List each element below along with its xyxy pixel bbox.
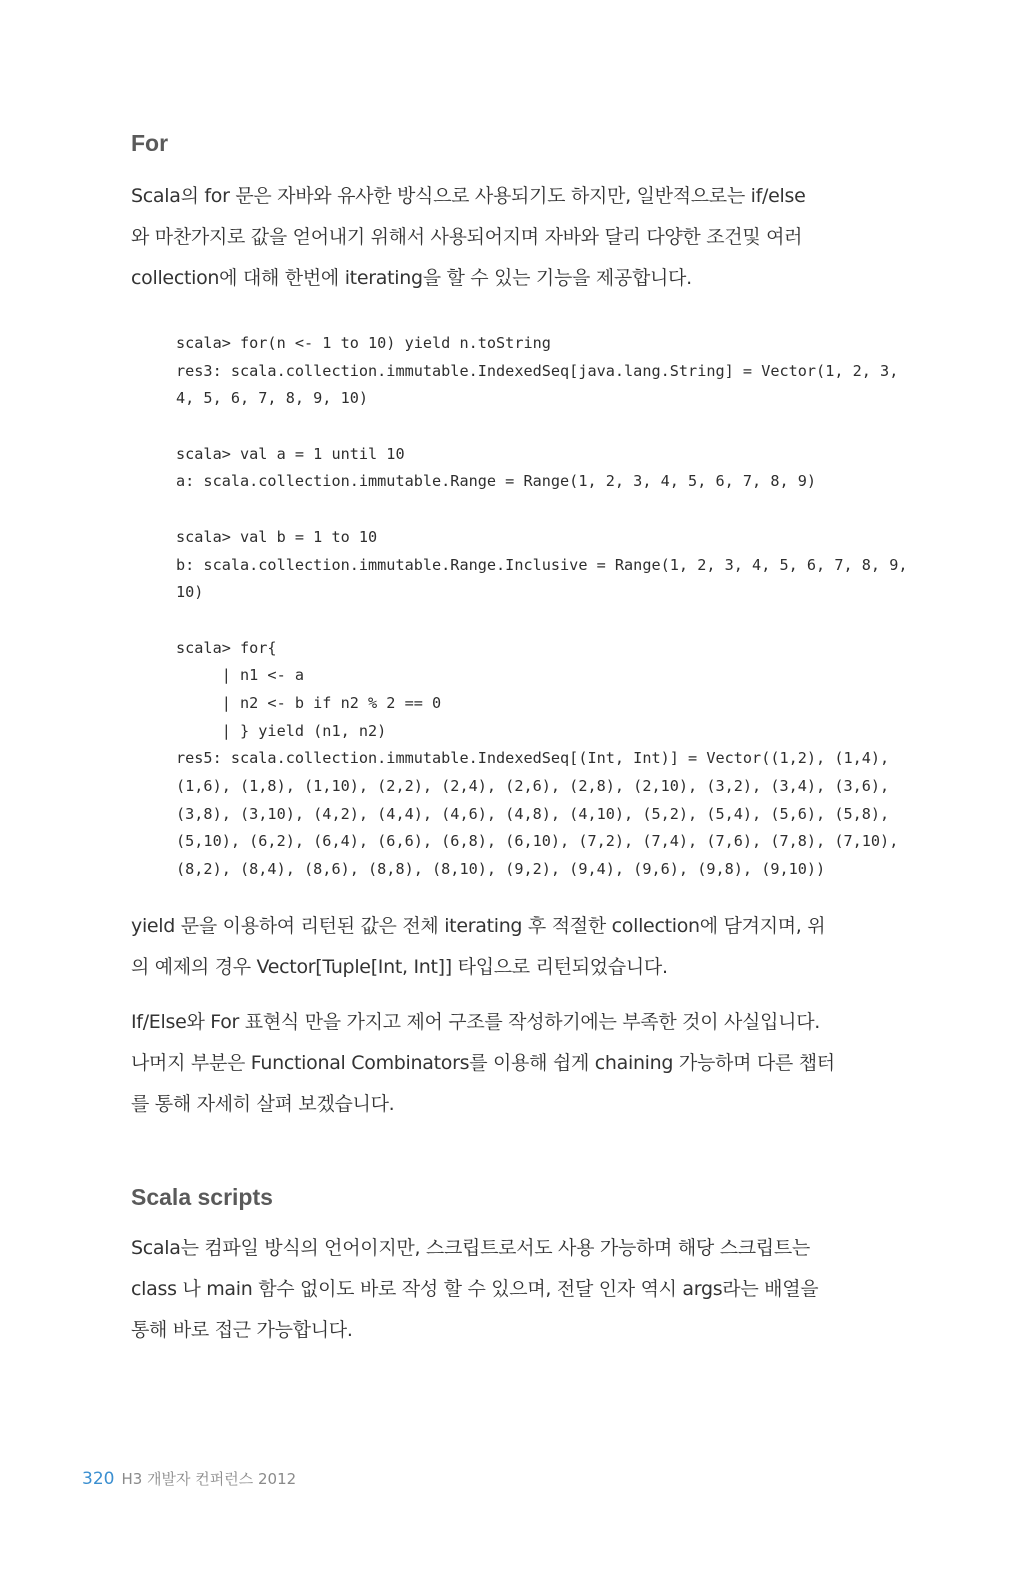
code-line: scala> val b = 1 to 10 xyxy=(176,527,378,546)
paragraph-line: If/Else와 For 표현식 만을 가지고 제어 구조를 작성하기에는 부족한 것이 사실입니다. xyxy=(131,1011,821,1033)
code-block xyxy=(176,330,908,884)
code-line: scala> for{ xyxy=(176,638,277,657)
code-line: | } yield (n1, n2) xyxy=(176,721,387,740)
code-line: (8,2), (8,4), (8,6), (8,8), (8,10), (9,2), (9,4), (9,6), (9,8), (9,10)) xyxy=(176,860,826,879)
code-line: 10) xyxy=(176,583,204,602)
code-line xyxy=(176,413,896,441)
code-line: scala> val a = 1 until 10 xyxy=(176,444,405,463)
paragraph-line: 나머지 부분은 Functional Combinators를 이용해 쉽게 chaining 가능하며 다른 챕터 xyxy=(131,1052,835,1074)
code-line xyxy=(176,496,896,524)
paragraph-yield xyxy=(131,906,876,988)
code-line: 4, 5, 6, 7, 8, 9, 10) xyxy=(176,389,369,408)
code-line: b: scala.collection.immutable.Range.Inclusive = Range(1, 2, 3, 4, 5, 6, 7, 8, 9, xyxy=(176,555,908,574)
code-line: res5: scala.collection.immutable.IndexedSeq[(Int, Int)] = Vector((1,2), (1,4), xyxy=(176,749,890,768)
paragraph-line: 와 마찬가지로 값을 얻어내기 위해서 사용되어지며 자바와 달리 다양한 조건및 여러 xyxy=(131,226,803,248)
page-number: 320 xyxy=(82,1469,115,1489)
code-line xyxy=(176,607,896,635)
book-title: H3 개발자 컨퍼런스 2012 xyxy=(121,1470,297,1488)
code-line: (5,10), (6,2), (6,4), (6,6), (6,8), (6,10), (7,2), (7,4), (7,6), (7,8), (7,10), xyxy=(176,832,899,851)
paragraph-line: Scala의 for 문은 자바와 유사한 방식으로 사용되기도 하지만, 일반적으로는 if/else xyxy=(131,185,806,207)
code-line: | n2 <- b if n2 % 2 == 0 xyxy=(176,693,442,712)
paragraph-line: collection에 대해 한번에 iterating을 할 수 있는 기능을 제공합니다. xyxy=(131,267,692,289)
paragraph-line: 를 통해 자세히 살펴 보겠습니다. xyxy=(131,1093,395,1115)
paragraph-line: 통해 바로 접근 가능합니다. xyxy=(131,1319,353,1341)
code-line: a: scala.collection.immutable.Range = Range(1, 2, 3, 4, 5, 6, 7, 8, 9) xyxy=(176,472,817,491)
code-line: | n1 <- a xyxy=(176,666,305,685)
code-line: scala> for(n <- 1 to 10) yield n.toString xyxy=(176,334,551,352)
paragraph-line: 의 예제의 경우 Vector[Tuple[Int, Int]] 타입으로 리턴되었습니다. xyxy=(131,956,668,978)
code-line: (1,6), (1,8), (1,10), (2,2), (2,4), (2,6), (2,8), (2,10), (3,2), (3,4), (3,6), xyxy=(176,777,890,795)
code-line: (3,8), (3,10), (4,2), (4,4), (4,6), (4,8), (4,10), (5,2), (5,4), (5,6), (5,8), xyxy=(176,804,890,823)
paragraph-line: class 나 main 함수 없이도 바로 작성 할 수 있으며, 전달 인자 역시 args라는 배열을 xyxy=(131,1278,819,1300)
code-line: res3: scala.collection.immutable.IndexedSeq[java.lang.String] = Vector(1, 2, 3, xyxy=(176,361,899,380)
paragraph-for-intro xyxy=(131,176,876,299)
paragraph-scala-scripts xyxy=(131,1228,876,1351)
paragraph-ifelse xyxy=(131,1002,876,1125)
paragraph-line: yield 문을 이용하여 리턴된 값은 전체 iterating 후 적절한 collection에 담겨지며, 위 xyxy=(131,915,826,937)
section-heading-for: For xyxy=(131,130,169,156)
paragraph-line: Scala는 컴파일 방식의 언어이지만, 스크립트로서도 사용 가능하며 해당 스크립트는 xyxy=(131,1237,810,1259)
page-footer xyxy=(82,1466,296,1492)
section-heading-scala-scripts: Scala scripts xyxy=(131,1184,273,1210)
